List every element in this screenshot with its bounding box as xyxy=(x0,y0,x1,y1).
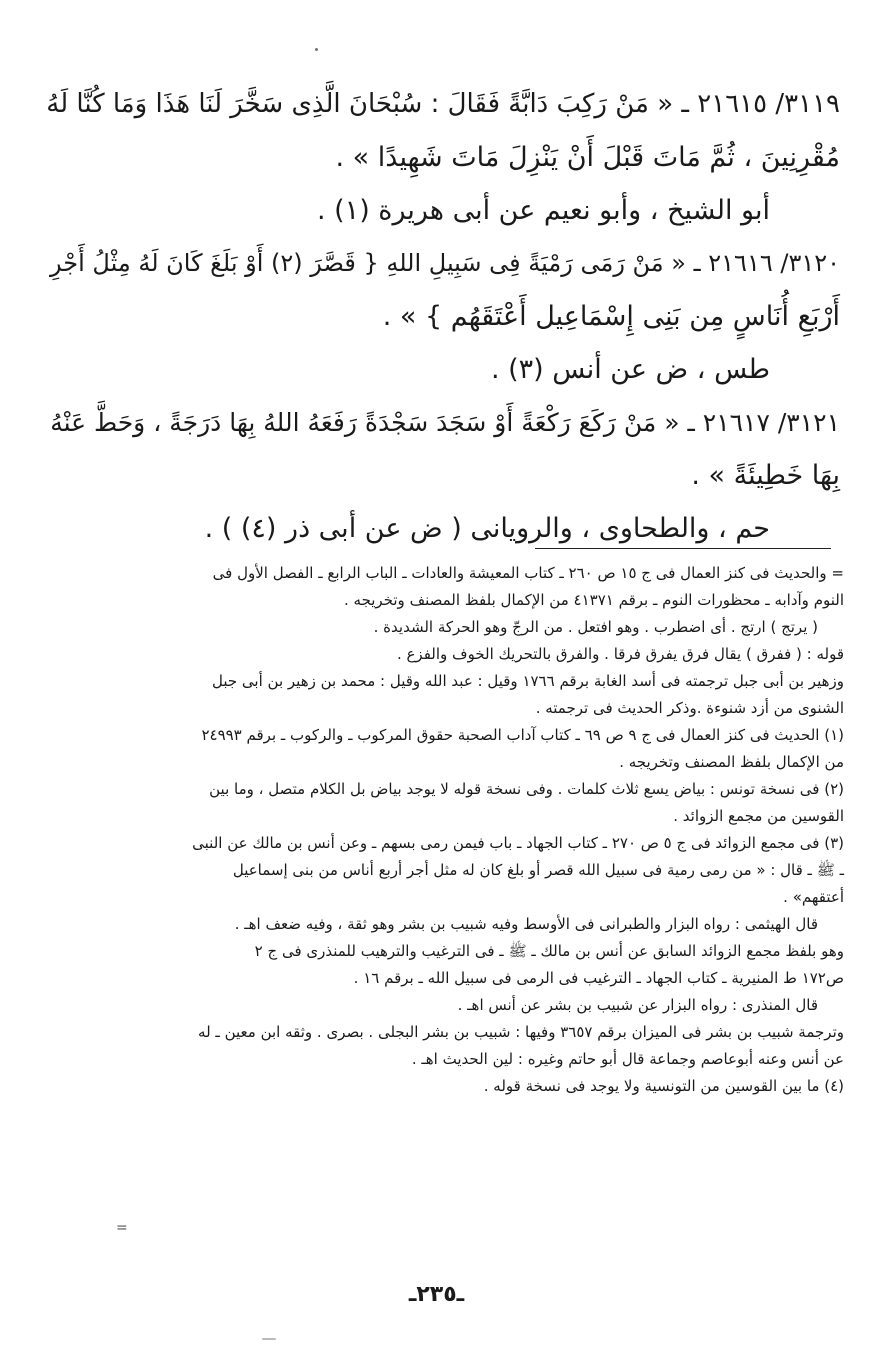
footnote-line: وترجمة شبيب بن بشر فى الميزان برقم ٣٦٥٧ وفيها : شبيب بن بشر البجلى . بصرى . وثقه ابن معين ـ له xyxy=(198,1023,844,1041)
footnote-line: قال الهيثمى : رواه البزار والطبرانى فى الأوسط وفيه شبيب بن بشر وهو ثقة ، وفيه ضعف اهـ . xyxy=(234,915,818,933)
footnote-line: القوسين من مجمع الزوائد . xyxy=(673,807,844,825)
footnote-1: (١) الحديث فى كنز العمال فى ج ٩ ص ٦٩ ـ كتاب آداب الصحبة حقوق المركوب ـ والركوب ـ برقم ٢٤٩٩٣ xyxy=(201,726,844,744)
footnote-3: (٣) فى مجمع الزوائد فى ج ٥ ص ٢٧٠ ـ كتاب الجهاد ـ باب فيمن رمى بسهم ـ وعن أنس بن مالك عن النبى xyxy=(192,834,844,852)
hadith-3119-line-2: مُقْرِنِينَ ، ثُمَّ مَاتَ قَبْلَ أَنْ يَنْزِلَ مَاتَ شَهِيدًا » . xyxy=(335,142,840,173)
hadith-3120-line-2: أَرْبَعِ أُنَاسٍ مِن بَنِى إِسْمَاعِيل أَعْتَقَهُم } » . xyxy=(382,301,840,332)
footnote-line: وهو بلفظ مجمع الزوائد السابق عن أنس بن مالك ـ ﷺ ـ فى الترغيب والترهيب للمنذرى فى ج ٢ xyxy=(254,942,844,960)
footnote-line: ص١٧٢ ط المنيرية ـ كتاب الجهاد ـ الترغيب فى الرمى فى سبيل الله ـ برقم ١٦ . xyxy=(353,969,844,987)
footnote-line: من الإكمال بلفظ المصنف وتخريجه . xyxy=(619,753,844,771)
footnotes-block xyxy=(44,560,844,1100)
hadith-3120-line-1: ٣١٢٠/ ٢١٦١٦ ـ « مَنْ رَمَى رَمْيَةً فِى سَبِيلِ اللهِ { قَصَّرَ (٢) أَوْ بَلَغَ كَانَ لَهُ مِثْلُ أَجْرِ xyxy=(50,249,840,277)
hadith-3120-source: طس ، ض عن أنس (٣) . xyxy=(490,354,770,385)
footnote-line: = والحديث فى كنز العمال فى ج ١٥ ص ٢٦٠ ـ كتاب المعيشة والعادات ـ الباب الرابع ـ الفصل الأول فى xyxy=(212,564,844,582)
footnote-line: قال المنذرى : رواه البزار عن شبيب بن بشر عن أنس اهـ . xyxy=(457,996,818,1014)
footnote-line: ( يرتج ) ارتج . أى اضطرب . وهو افتعل . من الرجّ وهو الحركة الشديدة . xyxy=(373,618,818,636)
hadith-3119-line-1: ٣١١٩/ ٢١٦١٥ ـ « مَنْ رَكِبَ دَابَّةً فَقَالَ : سُبْحَانَ الَّذِى سَخَّرَ لَنَا هَذَا وَمَا كُنَّا لَهُ xyxy=(46,89,840,119)
continuation-mark: = xyxy=(116,1220,128,1236)
footnote-line: وزهير بن أبى جبل ترجمته فى أسد الغابة برقم ١٧٦٦ وقيل : عبد الله وقيل : محمد بن زهير بن أبى جبل xyxy=(212,672,844,690)
footnote-line: قوله : ( ففرق ) يقال فرق يفرق فرقا . والفرق بالتحريك الخوف والفزع . xyxy=(396,645,844,663)
page-number: ـ٢٣٥ـ xyxy=(408,1282,465,1307)
footnote-2: (٢) فى نسخة تونس : بياض يسع ثلاث كلمات . وفى نسخة قوله لا يوجد بياض بل الكلام متصل ، وما بين xyxy=(209,780,844,798)
footnote-line: ـ ﷺ ـ قال : « من رمى رمية فى سبيل الله قصر أو بلغ كان له مثل أجر أربع أناس من بنى إسماعيل xyxy=(232,861,844,879)
footnote-4: (٤) ما بين القوسين من التونسية ولا يوجد فى نسخة قوله . xyxy=(483,1077,844,1095)
hadith-3121-source: حم ، والطحاوى ، والرويانى ( ض عن أبى ذر (٤) ) . xyxy=(204,513,770,544)
footnote-line: أعتقهم» . xyxy=(783,888,844,906)
footnote-line: الشنوى من أزد شنوءة .وذكر الحديث فى ترجمته . xyxy=(535,699,844,717)
hadith-3119-source: أبو الشيخ ، وأبو نعيم عن أبى هريرة (١) . xyxy=(316,195,770,226)
scan-speck xyxy=(315,48,318,51)
footnote-line: عن أنس وعنه أبوعاصم وجماعة قال أبو حاتم وغيره : لين الحديث اهـ . xyxy=(411,1050,844,1068)
footnote-separator xyxy=(535,548,831,549)
hadith-3121-line-2: بِهَا خَطِيئَةً » . xyxy=(691,460,840,491)
footnote-line: النوم وآدابه ـ محظورات النوم ـ برقم ٤١٣٧١ من الإكمال بلفظ المصنف وتخريجه . xyxy=(343,591,844,609)
scan-speck xyxy=(262,1338,276,1340)
main-text-block xyxy=(40,78,840,555)
hadith-3121-line-1: ٣١٢١/ ٢١٦١٧ ـ « مَنْ رَكَعَ رَكْعَةً أَوْ سَجَدَ سَجْدَةً رَفَعَهُ اللهُ بِهَا دَرَجَةً ، وَحَطَّ عَنْهُ xyxy=(50,408,840,437)
